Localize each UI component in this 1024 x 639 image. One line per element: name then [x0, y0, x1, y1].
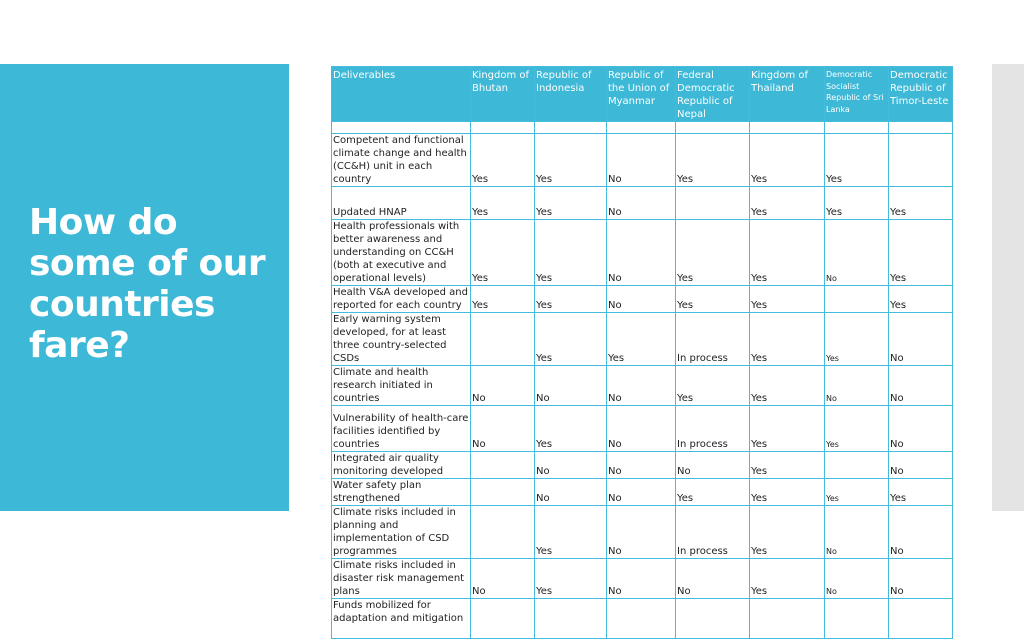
table-row [332, 220, 953, 286]
status-cell: Yes [750, 366, 825, 406]
status-cell [471, 479, 535, 506]
status-cell: Yes [676, 134, 750, 187]
status-cell [471, 506, 535, 559]
status-cell: Yes [825, 406, 889, 452]
status-cell: Yes [535, 406, 607, 452]
status-cell: Yes [471, 286, 535, 313]
header-indonesia: Republic of Indonesia [535, 67, 607, 122]
status-cell: No [607, 187, 676, 220]
table-row [332, 313, 953, 366]
status-cell: In process [676, 406, 750, 452]
table-header-row [332, 67, 953, 122]
status-cell: No [471, 559, 535, 599]
deliverable-cell: Competent and functional climate change and health (CC&H) unit in each country [332, 134, 471, 187]
status-cell: Yes [889, 187, 953, 220]
status-cell: No [471, 406, 535, 452]
deliverable-cell: Climate risks included in planning and implementation of CSD programmes [332, 506, 471, 559]
table-row [332, 559, 953, 599]
deliverable-cell: Health V&A developed and reported for each country [332, 286, 471, 313]
table-row [332, 452, 953, 479]
status-cell: No [889, 313, 953, 366]
header-thailand: Kingdom of Thailand [750, 67, 825, 122]
table-row [332, 134, 953, 187]
status-cell [889, 599, 953, 639]
status-cell [471, 599, 535, 639]
deliverable-cell: Climate risks included in disaster risk management plans [332, 559, 471, 599]
header-nepal: Federal Democratic Republic of Nepal [676, 67, 750, 122]
status-cell: No [889, 406, 953, 452]
status-cell: No [676, 452, 750, 479]
status-cell: Yes [750, 406, 825, 452]
status-cell: Yes [676, 286, 750, 313]
status-cell: Yes [535, 187, 607, 220]
status-cell: No [676, 559, 750, 599]
status-cell: Yes [535, 559, 607, 599]
status-cell: Yes [750, 559, 825, 599]
status-cell: In process [676, 506, 750, 559]
status-cell [676, 187, 750, 220]
status-cell: Yes [750, 452, 825, 479]
status-cell: Yes [535, 134, 607, 187]
status-cell: Yes [889, 220, 953, 286]
table-row [332, 366, 953, 406]
header-bhutan: Kingdom of Bhutan [471, 67, 535, 122]
status-cell: No [889, 559, 953, 599]
status-cell: Yes [535, 313, 607, 366]
header-deliverables: Deliverables [332, 67, 471, 122]
header-timor-leste: Democratic Republic of Timor-Leste [889, 67, 953, 122]
status-cell: Yes [471, 187, 535, 220]
status-cell: Yes [750, 313, 825, 366]
status-cell [607, 599, 676, 639]
status-cell [471, 313, 535, 366]
deliverable-cell: Climate and health research initiated in countries [332, 366, 471, 406]
status-cell [535, 599, 607, 639]
status-cell [825, 452, 889, 479]
status-cell: Yes [750, 134, 825, 187]
status-cell: No [471, 366, 535, 406]
status-cell: Yes [676, 220, 750, 286]
table-spacer-row [332, 122, 953, 134]
status-cell: No [607, 220, 676, 286]
right-side-bar [992, 64, 1024, 511]
status-cell: In process [676, 313, 750, 366]
deliverable-cell: Vulnerability of health-care facilities identified by countries [332, 406, 471, 452]
status-cell: No [889, 452, 953, 479]
status-cell [676, 599, 750, 639]
deliverable-cell: Health professionals with better awareness and understanding on CC&H (both at executive and operational levels) [332, 220, 471, 286]
status-cell: Yes [825, 134, 889, 187]
slide-title: How do some of our countries fare? [29, 202, 266, 366]
status-cell: No [535, 366, 607, 406]
status-cell: No [889, 506, 953, 559]
status-cell [825, 286, 889, 313]
status-cell: Yes [889, 286, 953, 313]
status-cell: No [535, 452, 607, 479]
status-cell: No [825, 366, 889, 406]
status-cell: Yes [750, 506, 825, 559]
status-cell: Yes [535, 506, 607, 559]
status-cell: No [825, 559, 889, 599]
status-cell: Yes [676, 479, 750, 506]
status-cell: Yes [750, 220, 825, 286]
status-cell: Yes [471, 220, 535, 286]
table-row [332, 286, 953, 313]
table-row [332, 187, 953, 220]
status-cell: No [607, 286, 676, 313]
status-cell: Yes [825, 313, 889, 366]
status-cell: No [535, 479, 607, 506]
status-cell [825, 599, 889, 639]
deliverable-cell: Integrated air quality monitoring developed [332, 452, 471, 479]
status-cell: No [607, 406, 676, 452]
status-cell [750, 599, 825, 639]
status-cell: No [825, 506, 889, 559]
status-cell: Yes [750, 187, 825, 220]
status-cell: Yes [471, 134, 535, 187]
status-cell: Yes [676, 366, 750, 406]
deliverable-cell: Water safety plan strengthened [332, 479, 471, 506]
status-cell: Yes [889, 479, 953, 506]
header-sri-lanka: Democratic Socialist Republic of Sri Lanka [825, 67, 889, 122]
status-cell: No [607, 506, 676, 559]
status-cell: No [607, 452, 676, 479]
status-cell: Yes [825, 479, 889, 506]
header-myanmar: Republic of the Union of Myanmar [607, 67, 676, 122]
table-row [332, 479, 953, 506]
status-cell: No [889, 366, 953, 406]
status-cell: Yes [825, 187, 889, 220]
status-cell: No [607, 134, 676, 187]
status-cell: Yes [535, 220, 607, 286]
deliverable-cell: Early warning system developed, for at least three country-selected CSDs [332, 313, 471, 366]
status-cell: No [607, 479, 676, 506]
deliverables-table [331, 66, 953, 639]
deliverable-cell: Funds mobilized for adaptation and mitigation [332, 599, 471, 639]
status-cell [889, 134, 953, 187]
table-row [332, 506, 953, 559]
status-cell: Yes [607, 313, 676, 366]
deliverable-cell: Updated HNAP [332, 187, 471, 220]
status-cell: No [607, 559, 676, 599]
deliverables-table-wrapper [331, 66, 953, 639]
status-cell: Yes [750, 286, 825, 313]
status-cell: Yes [535, 286, 607, 313]
status-cell: No [825, 220, 889, 286]
status-cell: Yes [750, 479, 825, 506]
table-row [332, 599, 953, 639]
table-row [332, 406, 953, 452]
status-cell: No [607, 366, 676, 406]
status-cell [471, 452, 535, 479]
